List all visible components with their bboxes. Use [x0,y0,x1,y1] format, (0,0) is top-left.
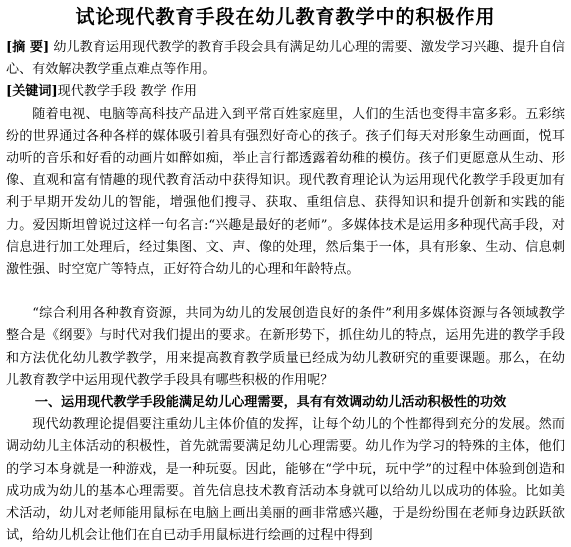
section-heading: 一、运用现代教学手段能满足幼儿心理需要，具有有效调动幼儿活动积极性的功效 [34,395,507,411]
section-paragraph: 现代幼教理论提倡要注重幼儿主体价值的发挥，让每个幼儿的个性都得到充分的发展。然而调动幼儿主体活动的积极性，首先就需要满足幼儿心理需要。幼儿作为学习的特殊的主体，他们的学习本身就是一种游戏，是一种玩耍。因此，能够在“学中玩，玩中学”的过程中体验到创造和成功成为幼儿的基本心理需要。首先信息技术教育活动本身就可以给幼儿以成功的体验。比如美术活动，幼儿对老师能用鼠标在电脑上画出美丽的画非常感兴趣，于是纷纷围在老师身边跃跃欲试，给幼儿机会让他们在自已动手用鼠标进行绘画的过程中得到 [6,417,565,544]
abstract-label: [摘 要] [6,40,50,55]
paragraph-gap [6,281,565,303]
abstract [6,37,565,81]
abstract-text: 幼儿教育运用现代教学的教育手段会具有满足幼儿心理的需要、激发学习兴趣、提升自信心、有效解决教学重点难点等作用。 [6,40,565,78]
paper-title: 试论现代教育手段在幼儿教育教学中的积极作用 [75,6,496,28]
keywords-text: 现代教学手段 教学 作用 [57,84,197,100]
keywords [6,81,565,103]
body-paragraph-2: “综合利用各种教育资源，共同为幼儿的发展创造良好的条件”利用多媒体资源与各领域教学整合是《纲要》与时代对我们提出的要求。在新形势下，抓住幼儿的特点，运用先进的教学手段和方法优化幼儿教学教学，用来提高教育教学质量已经成为幼儿教研究的重要课题。那么，在幼儿教育教学中运用现代教学手段具有哪些积极的作用呢？ [6,306,565,388]
keywords-label: [关键词] [6,84,58,100]
body-paragraph-1: 随着电视、电脑等高科技产品进入到平常百姓家庭里，人们的生活也变得丰富多彩。五彩缤纷的世界通过各种各样的媒体吸引着具有强烈好奇心的孩子。孩子们每天对形象生动画面，悦耳动听的音乐和好看的动画片如醉如痴，举止言行都透露着幼稚的模仿。孩子们更愿意从生动、形像、直观和富有情趣的现代教育活动中获得知识。现代教育理论认为运用现代化教学手段更加有利于早期开发幼儿的智能，增强他们搜寻、获取、重组信息、获得知识和提升创新和实践的能力。爱因斯坦曾说过这样一句名言:“兴趣是最好的老师”。多媒体技术是运用多种现代高手段，对信息进行加工处理后，经过集图、文、声、像的处理，然后集于一体，具有形象、生动、信息刺激性强、时空宽广等特点，正好符合幼儿的心理和年龄特点。 [6,106,565,278]
